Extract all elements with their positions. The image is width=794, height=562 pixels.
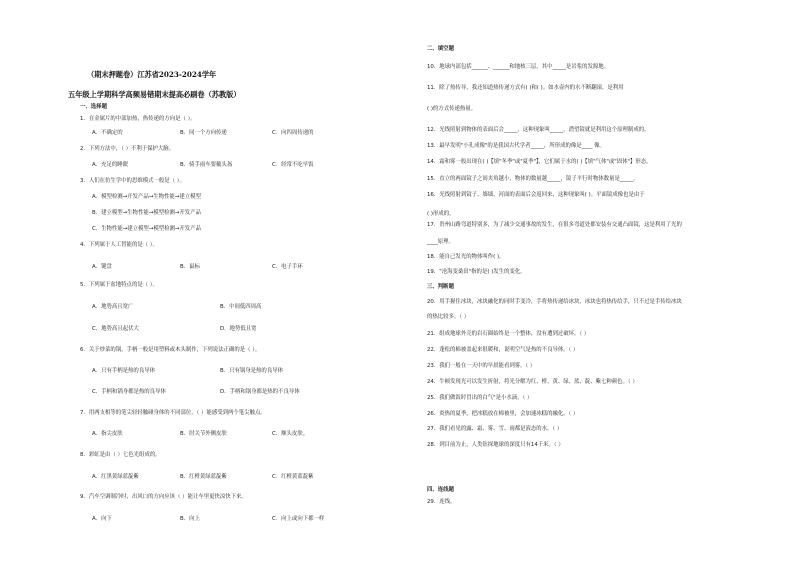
option-2c: C．经常不吃早饭 bbox=[272, 162, 314, 168]
question-12: 12．光线照射到物体的表面后会_____，这种现象叫_____，潜望镜就是利用这个原理制成的。 bbox=[427, 127, 650, 133]
option-6c: C．手柄和锅身都是热的良导体 bbox=[92, 389, 166, 395]
option-1a: A．不确定的 bbox=[92, 130, 123, 136]
section-heading-fill-blank: 二、填空题 bbox=[427, 46, 454, 52]
section-heading-true-false: 三、判断题 bbox=[427, 284, 454, 290]
option-7c: C．额头皮肤。 bbox=[272, 431, 309, 437]
document-title-line-2: 五年级上学期科学高频易错期末提高必刷卷（苏教版） bbox=[68, 90, 241, 99]
option-3b: B．建立模型→生物性能→模型检测→开发产品 bbox=[92, 210, 201, 216]
question-22: 22．蓬松的棉被盖起来很暖和，说明空气是热的不良导体。（ ） bbox=[427, 347, 579, 353]
option-3a: A．模型检测→开发产品→生物性能→建立模型 bbox=[92, 194, 201, 200]
question-19: 19．"沧海变桑田"指的是( )发生的变化。 bbox=[427, 269, 526, 275]
question-26: 26．炎热的夏季，把冰糕放在棉被里，会加速冰糕的融化。（ ） bbox=[427, 411, 579, 417]
question-24: 24．牛顿发现光可以发生折射，将光分解为红、橙、黄、绿、蓝、靛、紫七种颜色。（ ） bbox=[427, 379, 638, 385]
option-9c: C．向上或向下都一样 bbox=[272, 516, 325, 522]
question-17-line-1: 17．贵州山路弯道特别多，为了减少交通事故的发生，在很多弯道处都安装有交通凸面镜，这是利用了光的 bbox=[427, 222, 682, 228]
option-6d: D．手柄和锅身都是热的不良导体 bbox=[220, 389, 300, 395]
question-8: 8．彩虹是由（ ）七色光组成的。 bbox=[80, 452, 161, 458]
question-15: 15．直立的两面镜子之间夹角越小，物体的数量越_____，镜子平行时物体数量是_____。 bbox=[427, 176, 639, 182]
option-6b: B．只有锅身是热的良导体 bbox=[220, 368, 283, 374]
question-11-line-2: ( )的方式传递热量。 bbox=[427, 106, 477, 112]
option-4b: B．鼠标 bbox=[180, 264, 200, 270]
option-8b: B．红橙黄绿蓝靛紫 bbox=[180, 474, 227, 480]
question-20-line-1: 20．用手握住冰块，冰块融化的同时手变冷，手将热传递给冰块，冰块也将热传给手，只不过是手传给冰块 bbox=[427, 299, 682, 305]
question-17-line-2: ____原理。 bbox=[427, 239, 454, 245]
option-8a: A．红黑黄绿蓝靛紫 bbox=[92, 474, 139, 480]
question-1: 1．在金属片的中部加热，热传递的方向是（ ）。 bbox=[80, 116, 196, 122]
option-7a: A．指尖皮肤 bbox=[92, 431, 123, 437]
option-1b: B．同一个方向传递 bbox=[180, 130, 227, 136]
question-29: 29．连线。 bbox=[427, 499, 456, 505]
question-4: 4．下列属于人工智能的是（ ）。 bbox=[80, 242, 158, 248]
question-16-line-2: ( )形成的。 bbox=[427, 211, 455, 217]
option-4a: A．键盘 bbox=[92, 264, 112, 270]
option-9b: B．向上 bbox=[180, 516, 200, 522]
option-9a: A．向下 bbox=[92, 516, 112, 522]
option-5b: B．中间低四周高 bbox=[220, 304, 262, 310]
question-9: 9．汽车空调制冷时，出风口的方向应该（ ）能让车里更快凉快下来。 bbox=[80, 494, 247, 500]
option-2b: B．骑手雨车要戴头盔 bbox=[180, 162, 233, 168]
option-3c: C．生物性能→建立模型→模型检测→开发产品 bbox=[92, 226, 201, 232]
option-7b: B．肘关节外侧皮肤 bbox=[180, 431, 227, 437]
question-2: 2．下列方法中，（ ）不利于保护大脑。 bbox=[80, 146, 175, 152]
option-2a: A．充足的睡眠 bbox=[92, 162, 129, 168]
question-25: 25．我们做饭时冒出的白气"是小水滴。（ ） bbox=[427, 395, 533, 401]
question-6: 6．关于炒菜的锅，手柄一般是用塑料或木头制作，下列说法正确的是（ ）。 bbox=[80, 347, 261, 353]
question-13: 13．最早发明"小孔成像"的是我国古代学者_____，所形成的像是____ 像。 bbox=[427, 143, 605, 149]
question-5: 5．下列属于盆地特点的是（ ）。 bbox=[80, 282, 158, 288]
question-23: 23．我们一般在一天中的早晨能看到雾。（ ） bbox=[427, 363, 536, 369]
option-5a: A．地势高且宽广 bbox=[92, 304, 134, 310]
question-10: 10．地球内部包括______、______和地核三层，其中_____是岩浆的发源地。 bbox=[427, 64, 610, 70]
question-3: 3．人们在仿生学中的思维模式一般是（ ）。 bbox=[80, 178, 185, 184]
option-5d: D．地势低且宽 bbox=[220, 326, 257, 332]
option-1c: C．向四周传递的 bbox=[272, 130, 314, 136]
question-14: 14．霜和雾一般出现在( )【填"冬季"或"夏季"】，它们属于水的( )【填"气体"或"固体"】形态。 bbox=[427, 159, 652, 165]
option-5c: C．地势高且起伏大 bbox=[92, 326, 139, 332]
option-4c: C．电子手环 bbox=[272, 264, 303, 270]
question-11-line-1: 11．除了热传导，我还知道热传递方式有( )和( )。如水壶内的水不断翻滚，是利用 bbox=[427, 85, 624, 91]
section-heading-matching: 四、连线题 bbox=[427, 487, 454, 493]
question-16-line-1: 16．光线照射到镜子、墙墙、河面的表面后会返回来，这种现象叫( )。平面镜成像也是由于 bbox=[427, 192, 645, 198]
question-20-line-2: 的热比较多。（ ） bbox=[427, 314, 470, 320]
option-6a: A．只有手柄是热的良导体 bbox=[92, 368, 155, 374]
question-18: 18．能自己发光的物体叫作( )。 bbox=[427, 254, 505, 260]
question-27: 27．我们看见的露、霜、雾、雪、雨都是液态的水。（ ） bbox=[427, 426, 563, 432]
question-7: 7．用两支相等的笔尖轻轻触碰身体的不同部位，（ ）能感受到两个笔尖触点。 bbox=[80, 410, 266, 416]
option-8c: C．红橙黄蓝靛紫 bbox=[272, 474, 314, 480]
question-28: 28．到目前为止，人类钻探地球的深度只有14千米。（ ） bbox=[427, 442, 564, 448]
question-21: 21．组成地球外壳的岩石圈始终是一个整体，没有遭到过破坏。（ ） bbox=[427, 331, 590, 337]
section-heading-choice: 一、选择题 bbox=[80, 104, 107, 110]
document-title-line-1: （期末押题卷）江苏省2023-2024学年 bbox=[87, 70, 217, 79]
